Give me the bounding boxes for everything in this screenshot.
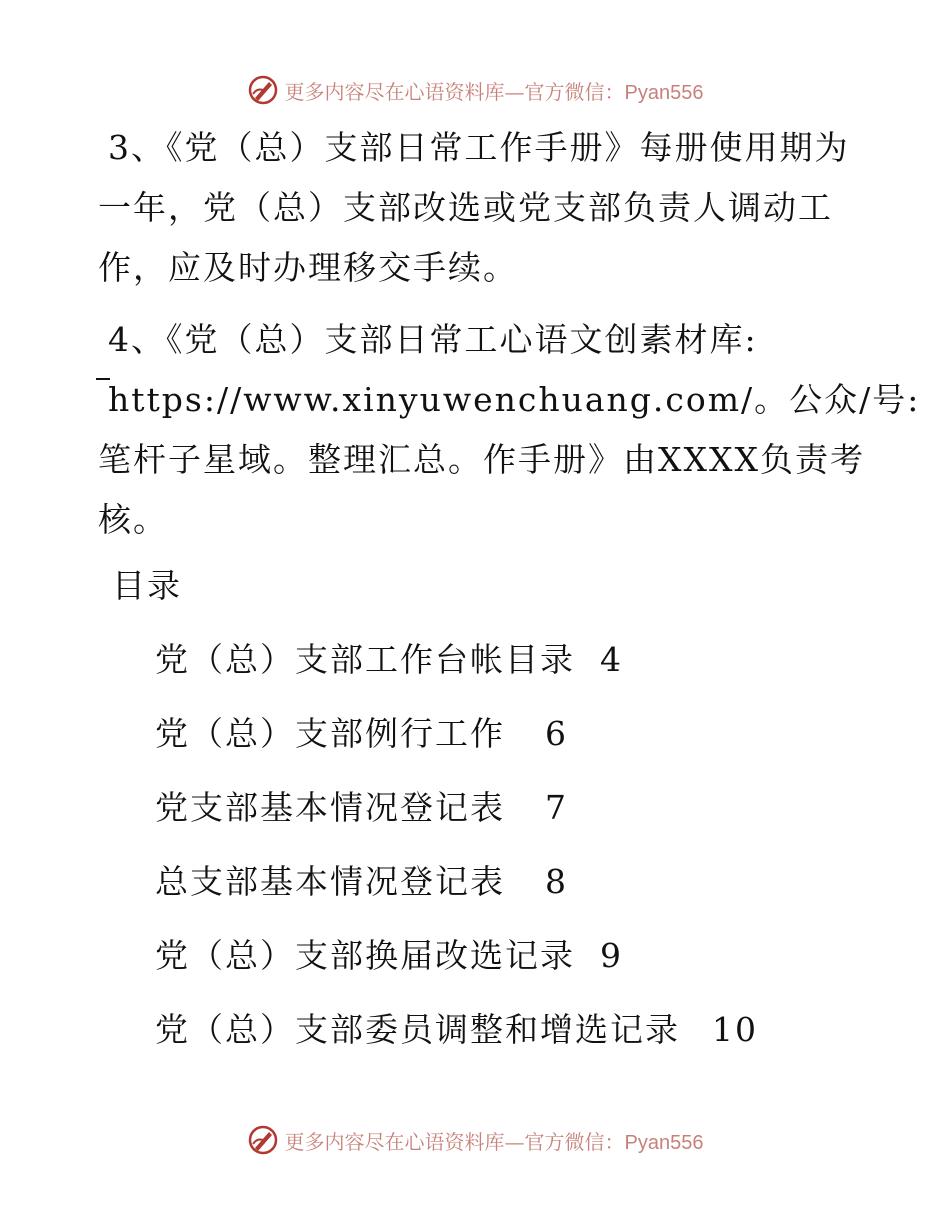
footer-watermark xyxy=(0,1120,950,1160)
toc-item-label: 党支部基本情况登记表 xyxy=(155,788,505,827)
toc-item-page: 9 xyxy=(600,936,623,975)
paragraph-line: 4、《党（总）支部日常工心语文创素材库: xyxy=(108,320,758,359)
watermark-text: 更多内容尽在心语资料库—官方微信：Pyan556 xyxy=(284,79,704,104)
toc-item-page: 10 xyxy=(712,1010,758,1049)
pen-logo-icon xyxy=(247,1124,279,1156)
toc-item[interactable] xyxy=(155,1000,758,1074)
toc-item[interactable] xyxy=(155,630,680,704)
toc-item[interactable] xyxy=(155,926,680,1000)
url-line: https://www.xinyuwenchuang.com/。公众/号: xyxy=(108,380,921,419)
header-watermark xyxy=(0,70,950,110)
toc-item-page: 4 xyxy=(600,640,623,679)
paragraph-line: 一年，党（总）支部改选或党支部负责人调动工 xyxy=(98,188,833,227)
toc-item-page: 7 xyxy=(545,788,568,827)
stray-mark xyxy=(96,378,110,380)
toc-item[interactable] xyxy=(155,778,680,852)
toc-list xyxy=(155,630,758,1074)
toc-title: 目录 xyxy=(112,566,182,605)
paragraph-4 xyxy=(98,310,921,550)
toc-item[interactable] xyxy=(155,852,680,926)
toc-item-label: 总支部基本情况登记表 xyxy=(155,862,505,901)
toc-item-page: 8 xyxy=(545,862,568,901)
watermark-text: 更多内容尽在心语资料库—官方微信：Pyan556 xyxy=(284,1129,704,1154)
toc-item[interactable] xyxy=(155,704,680,778)
paragraph-3 xyxy=(98,118,858,298)
toc-item-label: 党（总）支部例行工作 xyxy=(155,714,505,753)
toc-item-label: 党（总）支部委员调整和增选记录 xyxy=(155,1010,680,1049)
paragraph-line: 笔杆子星域。整理汇总。作手册》由XXXX负责考 xyxy=(98,440,865,479)
toc-item-label: 党（总）支部换届改选记录 xyxy=(155,936,575,975)
pen-logo-icon xyxy=(247,74,279,106)
toc-item-page: 6 xyxy=(545,714,568,753)
toc-item-label: 党（总）支部工作台帐目录 xyxy=(155,640,575,679)
paragraph-line: 作，应及时办理移交手续。 xyxy=(98,248,518,287)
paragraph-line: 3、《党（总）支部日常工作手册》每册使用期为 xyxy=(108,128,850,167)
paragraph-line: 核。 xyxy=(98,500,168,539)
